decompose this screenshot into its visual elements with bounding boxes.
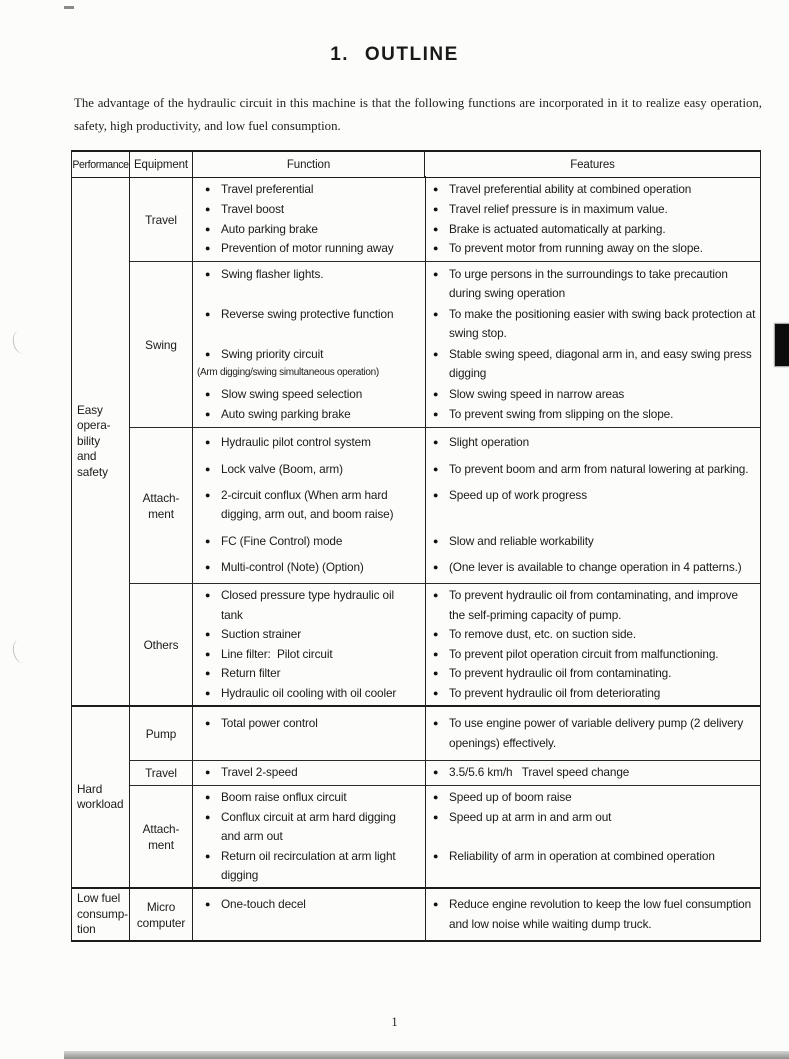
function-feature-pair (193, 586, 760, 625)
features-cell (425, 895, 760, 934)
page-number: 1 (391, 1015, 398, 1029)
feature-item (433, 239, 757, 259)
feature-item (433, 684, 757, 704)
bullet-icon: ● (205, 388, 211, 399)
function-feature-pair (193, 200, 760, 220)
feature-item-text: To make the positioning easier with swing back protection at swing stop. (449, 306, 759, 340)
bullet-icon: ● (205, 668, 211, 678)
feature-item (433, 220, 757, 240)
features-cell (425, 265, 760, 304)
features-cell (425, 460, 760, 480)
feature-item (433, 645, 757, 665)
table-body (72, 178, 760, 940)
feature-item-text: Speed up of work progress (449, 487, 587, 502)
function-item-text: Return oil recirculation at arm light digging (221, 848, 399, 882)
function-item-text: Lock valve (Boom, arm) (221, 461, 343, 476)
feature-item (433, 847, 757, 867)
features-cell (425, 239, 760, 259)
equipment-label-line: computer (136, 915, 186, 930)
row-pairs (193, 584, 760, 705)
features-cell (425, 664, 760, 684)
feature-item (433, 486, 757, 506)
function-item (205, 808, 417, 847)
bullet-icon: ● (433, 629, 439, 639)
feature-item-text: To urge persons in the surroundings to take precaution during swing operation (449, 266, 731, 300)
function-item-text: Boom raise onflux circuit (221, 790, 347, 804)
bullet-icon: ● (205, 489, 211, 500)
bullet-icon: ● (433, 767, 439, 778)
bullet-icon: ● (433, 203, 439, 214)
feature-item-text: Slow and reliable workability (449, 533, 594, 548)
function-cell (193, 645, 425, 665)
bullet-icon: ● (205, 243, 211, 254)
function-item-text: Travel preferential (221, 182, 314, 197)
feature-item (433, 180, 757, 200)
function-note: (Arm digging/swing simultaneous operation) (197, 367, 379, 378)
feature-item (433, 714, 757, 753)
features-cell (425, 345, 760, 384)
bullet-icon: ● (205, 223, 211, 234)
bullet-icon: ● (433, 850, 439, 861)
performance-label-line: opera- (77, 418, 111, 433)
bullet-icon: ● (205, 718, 211, 728)
feature-item-text: Speed up at arm in and arm out (449, 809, 612, 824)
bullet-icon: ● (433, 463, 439, 474)
function-feature-pair (193, 305, 760, 344)
function-item-text: Return filter (221, 666, 281, 680)
features-cell (425, 788, 760, 808)
bullet-icon: ● (433, 687, 439, 698)
bullet-icon: ● (205, 648, 211, 659)
row-pairs (193, 178, 760, 261)
function-cell (193, 486, 425, 525)
function-cell (193, 220, 425, 240)
section-rows (130, 707, 760, 887)
function-item-text: Travel boost (221, 201, 285, 216)
features-cell (425, 625, 760, 645)
function-item (205, 265, 417, 285)
feature-item-text: To prevent hydraulic oil from contaminating, and improve the self-priming capacity of pump. (449, 588, 742, 622)
feature-item-text: To prevent pilot operation circuit from malfunctioning. (449, 646, 719, 661)
feature-item-text: To remove dust, etc. on suction side. (449, 627, 637, 641)
features-cell (425, 200, 760, 220)
bullet-icon: ● (433, 590, 439, 600)
bullet-icon: ● (433, 184, 439, 195)
function-cell (193, 895, 425, 934)
bullet-icon: ● (433, 535, 439, 546)
bullet-icon: ● (433, 718, 439, 728)
bullet-icon: ● (205, 590, 211, 600)
bullet-icon: ● (433, 648, 439, 659)
bullet-icon: ● (433, 268, 439, 279)
feature-item-text: To use engine power of variable delivery pump (2 delivery openings) effectively. (449, 716, 747, 750)
bullet-icon: ● (433, 308, 439, 319)
section-rows (130, 178, 760, 705)
function-item-text: Total power control (221, 716, 318, 730)
equipment-label-line: Travel (145, 212, 177, 227)
performance-label-line: consump- (77, 906, 128, 921)
bullet-icon: ● (205, 767, 211, 778)
feature-item-text: Travel relief pressure is in maximum value. (449, 201, 668, 216)
function-cell (193, 625, 425, 645)
function-item (205, 664, 417, 684)
function-cell (193, 460, 425, 480)
bullet-icon: ● (433, 899, 439, 909)
function-item (205, 345, 417, 365)
function-item-text: Closed pressure type hydraulic oil tank (221, 588, 398, 622)
function-item (205, 586, 417, 625)
function-feature-pair (193, 763, 760, 783)
performance-label-line: workload (77, 797, 124, 811)
scan-edge-shadow (64, 1051, 789, 1059)
equipment-cell (130, 584, 193, 705)
function-item-text: Swing priority circuit (221, 346, 324, 361)
equipment-cell (130, 428, 193, 583)
equipment-label-line: Others (143, 637, 179, 652)
feature-item (433, 405, 757, 425)
feature-item-text: Brake is actuated automatically at parking. (449, 221, 666, 236)
performance-cell (72, 889, 130, 940)
row-pairs (193, 428, 760, 583)
function-cell (193, 305, 425, 344)
feature-item-text: To prevent motor from running away on the slope. (449, 241, 703, 256)
bullet-icon: ● (205, 687, 211, 698)
equipment-row (130, 760, 760, 785)
function-item-text: One-touch decel (221, 897, 306, 911)
performance-cell (72, 707, 130, 887)
function-cell (193, 763, 425, 783)
feature-item-text: Reliability of arm in operation at combined operation (449, 848, 715, 863)
function-item (205, 385, 417, 405)
function-cell (193, 714, 425, 753)
function-item-text: Hydraulic oil cooling with oil cooler (221, 685, 397, 700)
intro-paragraph: The advantage of the hydraulic circuit in this machine is that the following functions are incorporated in it to realize easy operation, safety, high productivity, and low fuel consumption. (74, 96, 762, 134)
feature-item-text: Slight operation (449, 435, 530, 450)
function-feature-pair (193, 239, 760, 259)
function-item (205, 625, 417, 645)
page-title: 1. OUTLINE (330, 44, 459, 65)
bullet-icon: ● (205, 308, 211, 319)
function-cell (193, 239, 425, 259)
bullet-icon: ● (433, 811, 439, 822)
feature-item (433, 808, 757, 828)
function-feature-pair (193, 460, 760, 480)
bullet-icon: ● (433, 223, 439, 234)
feature-item (433, 385, 757, 405)
function-item-text: Slow swing speed selection (221, 386, 363, 401)
bullet-icon: ● (205, 409, 211, 419)
function-feature-pair (193, 433, 760, 453)
features-cell (425, 433, 760, 453)
feature-item-text: Slow swing speed in narrow areas (449, 386, 625, 401)
table-section (72, 178, 760, 705)
equipment-cell (130, 262, 193, 427)
header-performance: Performance (72, 152, 130, 177)
bullet-icon: ● (433, 437, 439, 448)
features-cell (425, 532, 760, 552)
feature-item-text: To prevent hydraulic oil from deteriorating (449, 685, 661, 700)
bullet-icon: ● (433, 668, 439, 678)
feature-item-text: Speed up of boom raise (449, 790, 572, 804)
feature-item (433, 532, 757, 552)
feature-item-text: Reduce engine revolution to keep the low fuel consumption and low noise while waiting dump truck. (449, 897, 755, 931)
features-cell (425, 847, 760, 886)
function-item (205, 684, 417, 704)
feature-item (433, 305, 757, 344)
feature-item (433, 433, 757, 453)
header-equipment: Equipment (130, 152, 193, 177)
features-cell (425, 405, 760, 425)
bullet-icon: ● (205, 562, 211, 573)
features-cell (425, 486, 760, 525)
equipment-cell (130, 786, 193, 888)
header-features: Features (570, 158, 615, 171)
function-item (205, 433, 417, 453)
function-feature-pair (193, 486, 760, 525)
outline-table (71, 150, 761, 942)
function-item-text: Travel 2-speed (221, 765, 298, 780)
equipment-label-line: Travel (145, 766, 177, 780)
performance-label-line: tion (77, 922, 96, 937)
equipment-row (130, 785, 760, 887)
performance-label-line: bility (77, 433, 100, 448)
feature-item (433, 664, 757, 684)
function-item (205, 788, 417, 808)
function-feature-pair (193, 714, 760, 753)
equipment-label-line: Attach- (142, 821, 180, 836)
function-item-text: Hydraulic pilot control system (221, 435, 371, 450)
function-item-text: Auto swing parking brake (221, 407, 351, 421)
features-cell (425, 714, 760, 753)
equipment-row (130, 889, 760, 940)
function-item-text: 2-circuit conflux (When arm hard digging, arm out, and boom raise) (221, 487, 394, 522)
features-cell (425, 220, 760, 240)
bullet-icon: ● (205, 437, 211, 448)
performance-cell (72, 178, 130, 705)
function-item (205, 220, 417, 240)
function-item-text: Auto parking brake (221, 221, 318, 236)
feature-item-text: To prevent boom and arm from natural lowering at parking. (449, 461, 749, 476)
function-cell (193, 345, 425, 384)
equipment-row (130, 707, 760, 760)
function-cell (193, 684, 425, 704)
bullet-icon: ● (433, 243, 439, 254)
function-item-text: Prevention of motor running away (221, 241, 394, 256)
function-cell (193, 808, 425, 847)
bullet-icon: ● (205, 899, 211, 909)
function-item (205, 895, 417, 915)
bullet-icon: ● (205, 348, 211, 359)
table-header-row (72, 152, 760, 178)
features-cell (425, 684, 760, 704)
function-feature-pair (193, 847, 760, 886)
feature-item (433, 586, 757, 625)
equipment-row (130, 261, 760, 427)
equipment-cell (130, 178, 193, 261)
function-cell (193, 433, 425, 453)
feature-item (433, 345, 757, 384)
function-cell (193, 200, 425, 220)
function-item-text: Conflux circuit at arm hard digging and arm out (221, 809, 399, 843)
function-item (205, 532, 417, 552)
equipment-cell (130, 761, 193, 785)
feature-item (433, 763, 757, 783)
function-feature-pair (193, 405, 760, 425)
performance-label-line: Hard (77, 781, 103, 796)
function-cell (193, 385, 425, 405)
features-cell (425, 558, 760, 578)
section-rows (130, 889, 760, 940)
function-item-text: Reverse swing protective function (221, 306, 394, 321)
features-cell (425, 385, 760, 405)
feature-item (433, 558, 757, 578)
equipment-row (130, 583, 760, 705)
feature-item-text: 3.5/5.6 km/h Travel speed change (449, 765, 630, 780)
function-item (205, 847, 417, 886)
bullet-icon: ● (205, 463, 211, 474)
function-feature-pair (193, 345, 760, 384)
table-section (72, 887, 760, 940)
bullet-icon: ● (433, 489, 439, 500)
scan-speck-top-left (64, 6, 74, 9)
equipment-row (130, 427, 760, 583)
function-item (205, 305, 417, 325)
function-item (205, 460, 417, 480)
function-feature-pair (193, 684, 760, 704)
bullet-icon: ● (433, 388, 439, 399)
function-item-text: Multi-control (Note) (Option) (221, 560, 364, 575)
feature-item (433, 895, 757, 934)
equipment-row (130, 178, 760, 261)
bullet-icon: ● (205, 268, 211, 279)
features-cell (425, 180, 760, 200)
equipment-label-line: ment (148, 506, 174, 521)
feature-item (433, 200, 757, 220)
function-feature-pair (193, 664, 760, 684)
function-item (205, 239, 417, 259)
function-feature-pair (193, 788, 760, 808)
function-item (205, 645, 417, 665)
equipment-label-line: Attach- (142, 490, 180, 505)
bullet-icon: ● (433, 792, 439, 802)
row-pairs (193, 707, 760, 760)
feature-item-text: (One lever is available to change operation in 4 patterns.) (449, 560, 742, 575)
performance-label-line: Easy (77, 402, 103, 417)
bullet-icon: ● (433, 409, 439, 419)
bullet-icon: ● (205, 792, 211, 802)
row-pairs (193, 786, 760, 888)
features-cell (425, 645, 760, 665)
function-feature-pair (193, 558, 760, 578)
features-cell (425, 305, 760, 344)
row-pairs (193, 889, 760, 940)
feature-item-text: Travel preferential ability at combined operation (449, 182, 692, 197)
performance-label-line: safety (77, 464, 108, 479)
equipment-label-line: Pump (145, 726, 177, 741)
function-item (205, 558, 417, 578)
function-cell (193, 532, 425, 552)
feature-item (433, 265, 757, 304)
function-item (205, 180, 417, 200)
function-feature-pair (193, 532, 760, 552)
function-item (205, 763, 417, 783)
function-item (205, 714, 417, 734)
function-feature-pair (193, 385, 760, 405)
function-cell (193, 405, 425, 425)
equipment-label-line: Micro (146, 899, 176, 914)
bullet-icon: ● (205, 629, 211, 639)
feature-item (433, 625, 757, 645)
feature-item (433, 788, 757, 808)
bullet-icon: ● (205, 811, 211, 822)
function-item (205, 486, 417, 525)
bullet-icon: ● (205, 184, 211, 195)
performance-label-line: Low fuel (77, 891, 121, 906)
function-feature-pair (193, 645, 760, 665)
function-cell (193, 265, 425, 304)
function-item (205, 405, 417, 425)
bullet-icon: ● (205, 203, 211, 214)
row-pairs (193, 262, 760, 427)
header-function: Function (193, 152, 425, 177)
function-cell (193, 788, 425, 808)
function-item-text: Swing flasher lights. (221, 266, 324, 281)
binder-tab-mark (775, 324, 789, 366)
scan-mark-left-lower (11, 637, 33, 664)
equipment-cell (130, 707, 193, 760)
function-item-text: FC (Fine Control) mode (221, 533, 343, 548)
row-pairs (193, 761, 760, 785)
performance-label-line: and (77, 449, 97, 464)
function-item (205, 200, 417, 220)
features-cell (425, 808, 760, 847)
function-cell (193, 180, 425, 200)
features-cell (425, 763, 760, 783)
bullet-icon: ● (433, 348, 439, 359)
function-cell (193, 847, 425, 886)
equipment-label-line: ment (148, 837, 174, 852)
feature-item-text: To prevent hydraulic oil from contaminating. (449, 666, 672, 680)
table-section (72, 705, 760, 887)
bullet-icon: ● (205, 850, 211, 861)
bullet-icon: ● (205, 535, 211, 546)
function-cell (193, 586, 425, 625)
function-item-text: Suction strainer (221, 627, 302, 641)
equipment-label-line: Swing (145, 337, 177, 352)
function-cell (193, 664, 425, 684)
feature-item (433, 460, 757, 480)
function-feature-pair (193, 220, 760, 240)
scan-mark-left-upper (11, 328, 33, 355)
function-feature-pair (193, 625, 760, 645)
function-feature-pair (193, 265, 760, 304)
function-item-text: Line filter: Pilot circuit (221, 646, 333, 661)
equipment-cell (130, 889, 193, 940)
function-feature-pair (193, 180, 760, 200)
function-feature-pair (193, 895, 760, 934)
bullet-icon: ● (433, 562, 439, 573)
features-cell (425, 586, 760, 625)
feature-item-text: To prevent swing from slipping on the slope. (449, 407, 674, 421)
function-cell (193, 558, 425, 578)
function-feature-pair (193, 808, 760, 847)
feature-item-text: Stable swing speed, diagonal arm in, and easy swing press digging (449, 346, 755, 380)
